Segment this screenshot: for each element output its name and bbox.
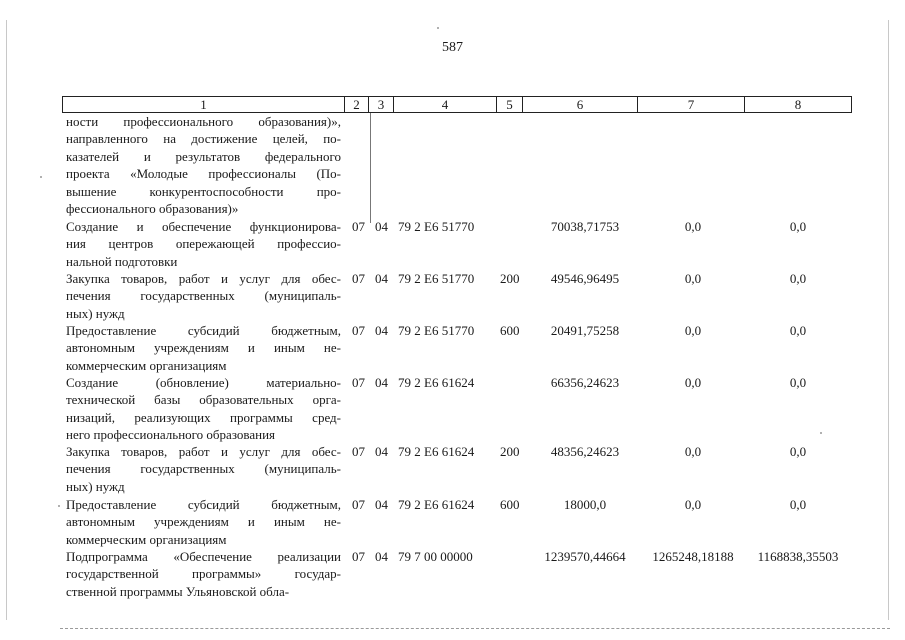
description-line: Предоставление субсидий бюджетным, [66,497,341,512]
description-line: коммерческим организациям [66,531,227,547]
amount-col-6: 66356,24623 [550,375,620,390]
description-line: проекта «Молодые профессионалы (По- [66,166,341,182]
amount-col-6: 1239570,44664 [544,549,626,564]
header-col-2: 2 [344,96,369,113]
description-line: автономным учреждениям и иным не- [66,340,341,356]
page-border-right [888,20,889,620]
description-line: ности профессионального образования)», [66,114,341,129]
description-line: Подпрограмма «Обеспечение реализации [66,549,341,564]
subsection-code: 04 [375,219,388,234]
subsection-code: 04 [375,271,388,286]
subsection-code: 04 [375,444,388,459]
description-line: вышение конкурентоспособности про- [66,183,341,199]
column-divider [370,113,371,223]
scan-speck [58,505,60,507]
scan-speck [40,176,42,178]
page-number: 587 [442,40,463,55]
amount-col-6: 49546,96495 [550,271,620,286]
target-article-code: 79 2 Е6 61624 [398,375,475,390]
amount-col-7: 0,0 [684,375,702,390]
target-article-code: 79 2 Е6 61624 [398,444,475,459]
page-border-left [6,20,7,620]
description-line: ных) нужд [66,305,125,321]
section-code: 07 [352,219,365,234]
amount-col-7: 0,0 [684,271,702,286]
description-line: ных) нужд [66,478,125,494]
amount-col-6: 48356,24623 [550,444,620,459]
target-article-code: 79 2 Е6 51770 [398,271,475,286]
row-description [66,374,341,444]
description-line: фессионального образования)» [66,201,239,217]
description-line: технической базы образовательных орга- [66,392,341,408]
header-col-6: 6 [522,96,638,113]
section-code: 07 [352,497,365,512]
row-description [66,322,341,374]
amount-col-7: 0,0 [684,444,702,459]
amount-col-8: 0,0 [789,219,807,234]
row-description [66,113,341,217]
row-description [66,218,341,270]
description-line: Создание и обеспечение функционирова- [66,219,341,234]
amount-col-6: 70038,71753 [550,219,620,234]
section-code: 07 [352,549,365,564]
header-col-5: 5 [496,96,523,113]
amount-col-7: 0,0 [684,323,702,338]
description-line: казателей и результатов федерального [66,148,341,164]
description-line: низаций, реализующих программы сред- [66,409,341,425]
amount-col-8: 0,0 [789,323,807,338]
header-col-4: 4 [393,96,497,113]
expense-type-code: 600 [500,497,520,512]
description-line: Предоставление субсидий бюджетным, [66,323,341,338]
row-description [66,443,341,495]
amount-col-6: 18000,0 [563,497,607,512]
target-article-code: 79 2 Е6 51770 [398,323,475,338]
scan-speck [820,432,822,434]
row-description [66,548,341,600]
expense-type-code: 200 [500,444,520,459]
description-line: нальной подготовки [66,253,178,269]
section-code: 07 [352,444,365,459]
description-line: коммерческим организациям [66,357,227,373]
subsection-code: 04 [375,375,388,390]
header-col-7: 7 [637,96,745,113]
subsection-code: 04 [375,323,388,338]
amount-col-8: 1168838,35503 [757,549,839,564]
target-article-code: 79 7 00 00000 [398,549,473,564]
description-line: государственной программы» государ- [66,566,341,582]
section-code: 07 [352,323,365,338]
amount-col-7: 0,0 [684,497,702,512]
amount-col-7: 1265248,18188 [652,549,734,564]
description-line: Закупка товаров, работ и услуг для обес- [66,444,341,459]
description-line: Закупка товаров, работ и услуг для обес- [66,271,341,286]
description-line: ния центров опережающей профессио- [66,236,341,252]
amount-col-8: 0,0 [789,444,807,459]
description-line: печения государственных (муниципаль- [66,288,341,304]
expense-type-code: 200 [500,271,520,286]
amount-col-8: 0,0 [789,375,807,390]
description-line: ственной программы Ульяновской обла- [66,583,290,599]
section-code: 07 [352,375,365,390]
header-col-3: 3 [368,96,394,113]
amount-col-8: 0,0 [789,271,807,286]
description-line: автономным учреждениям и иным не- [66,514,341,530]
subsection-code: 04 [375,549,388,564]
target-article-code: 79 2 Е6 61624 [398,497,475,512]
expense-type-code: 600 [500,323,520,338]
description-line: печения государственных (муниципаль- [66,461,341,477]
description-line: него профессионального образования [66,427,276,443]
scan-edge-marks [60,628,890,630]
amount-col-6: 20491,75258 [550,323,620,338]
header-col-8: 8 [744,96,852,113]
description-line: направленного на достижение целей, по- [66,131,341,147]
amount-col-8: 0,0 [789,497,807,512]
description-line: Создание (обновление) материально- [66,375,341,390]
section-code: 07 [352,271,365,286]
subsection-code: 04 [375,497,388,512]
header-col-1: 1 [62,96,345,113]
row-description [66,496,341,548]
scan-speck [437,27,439,29]
target-article-code: 79 2 Е6 51770 [398,219,475,234]
amount-col-7: 0,0 [684,219,702,234]
row-description [66,270,341,322]
